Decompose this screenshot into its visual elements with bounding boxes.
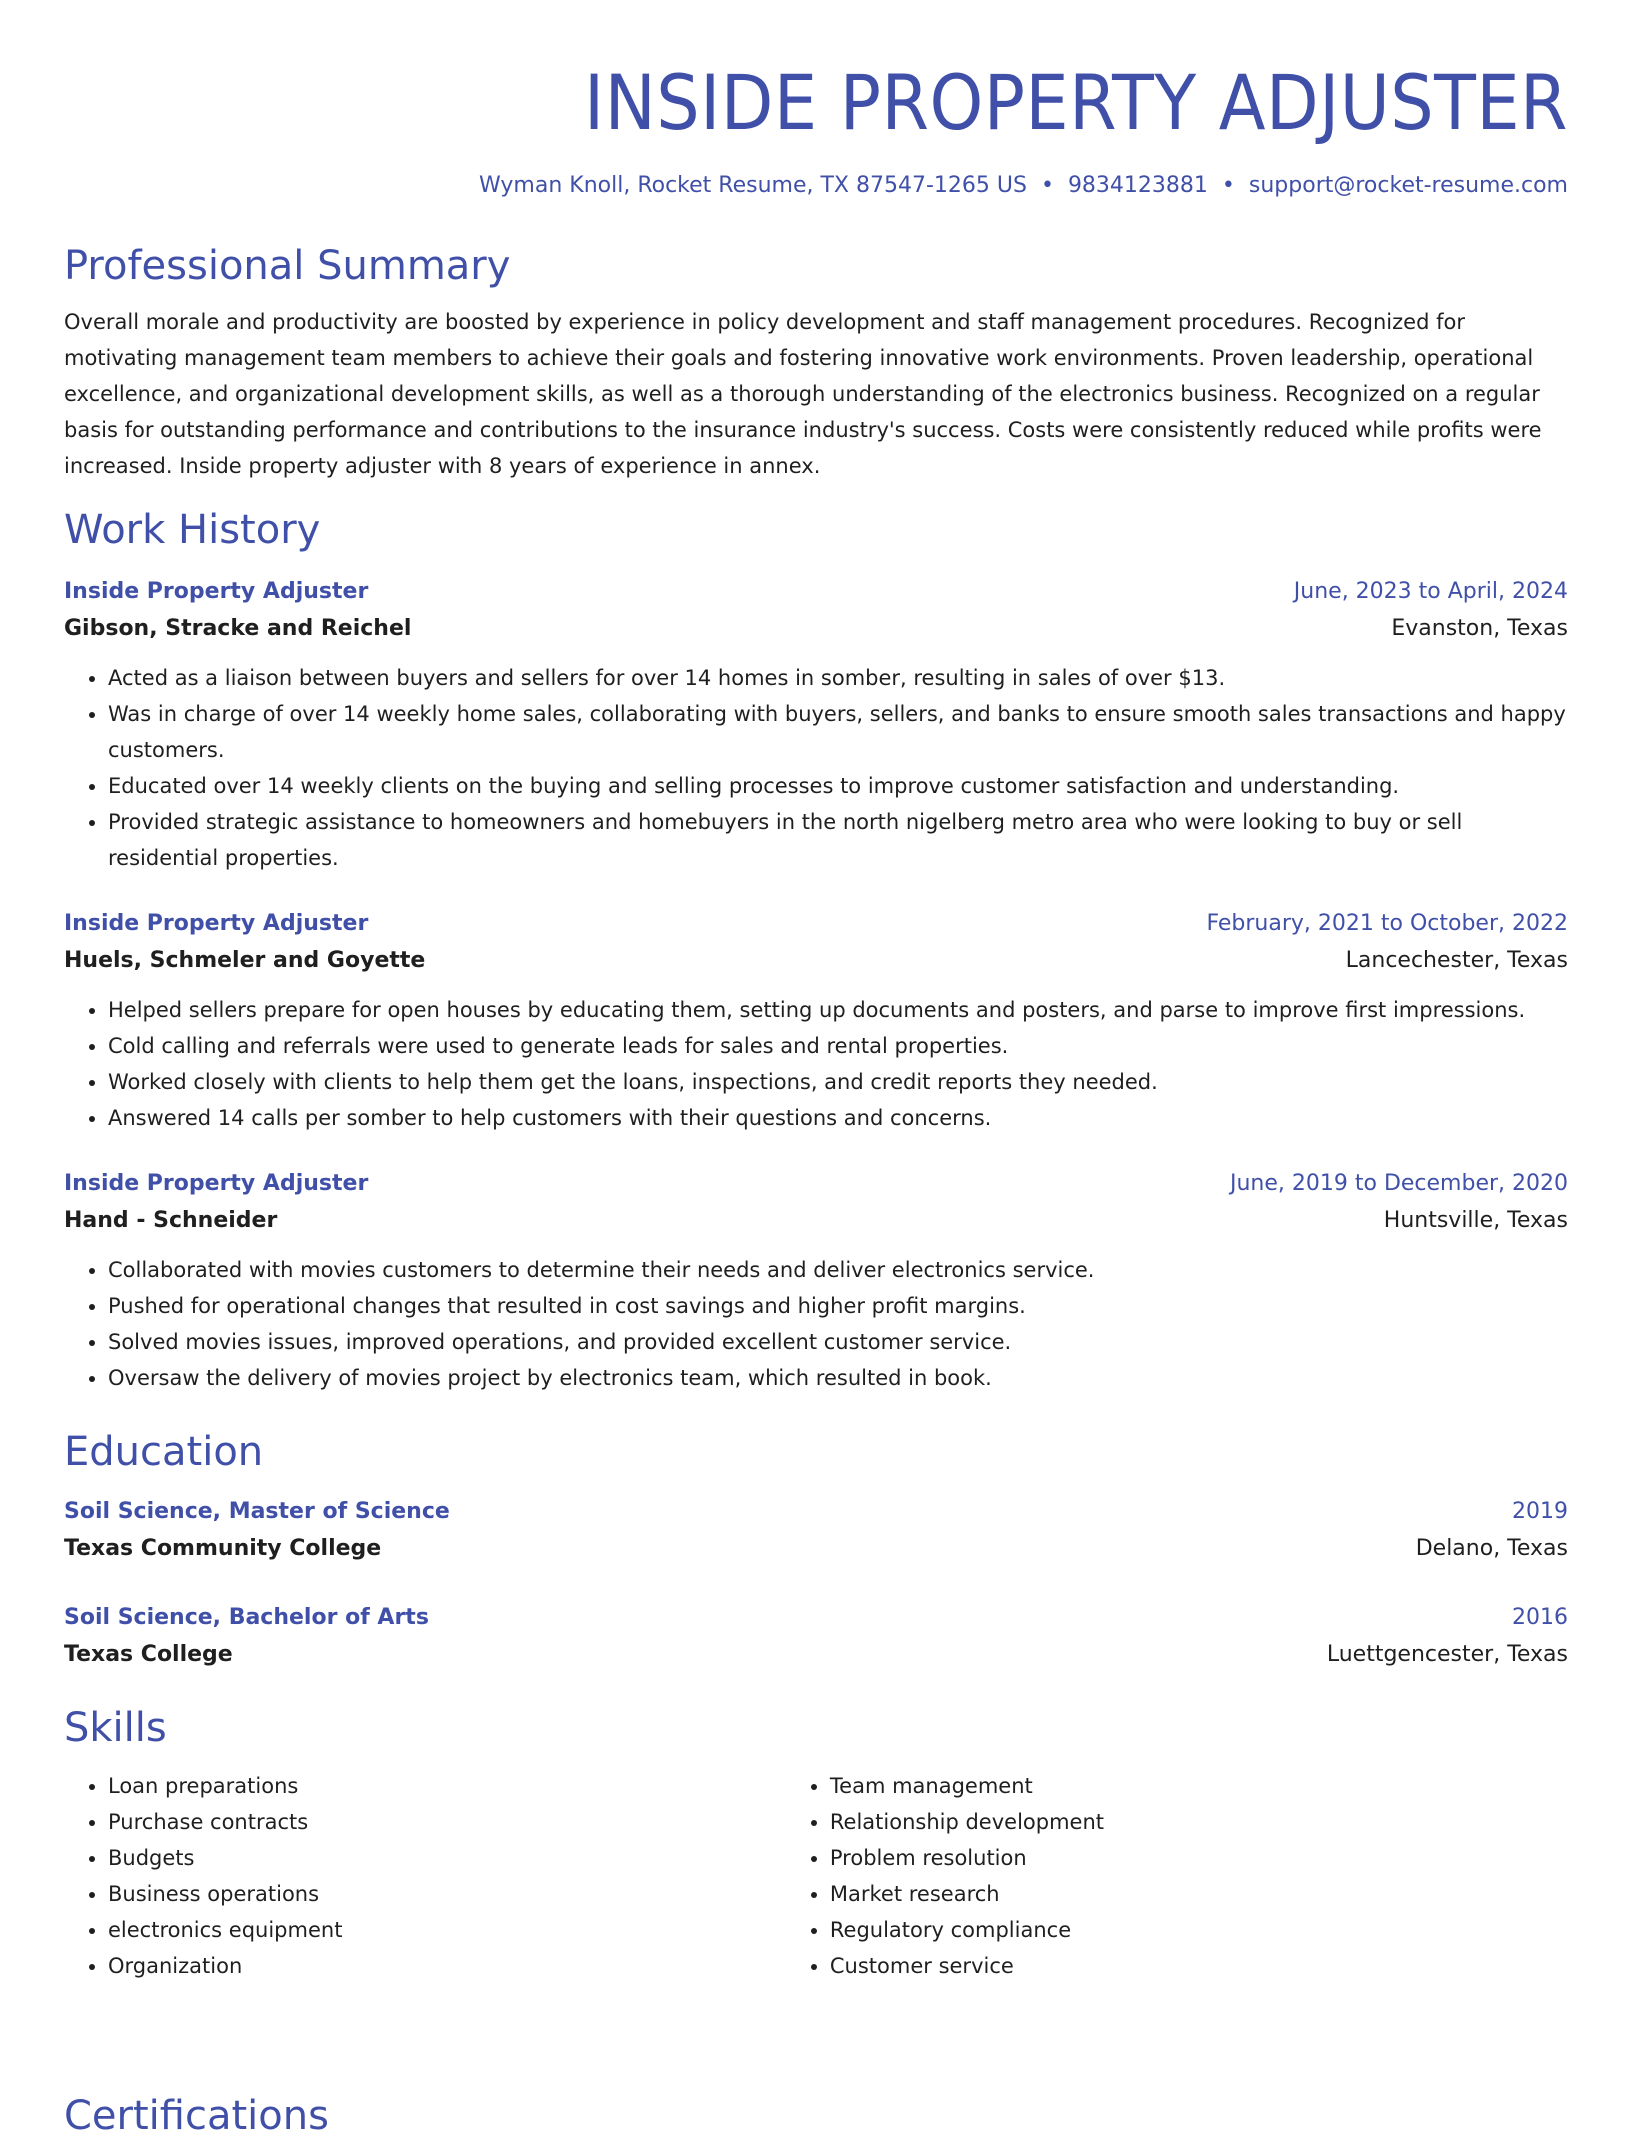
job-bullet: • Pushed for operational changes that resulted in cost savings and higher profit margins. xyxy=(108,1288,1568,1324)
job-dates: June, 2019 to December, 2020 xyxy=(1229,1171,1568,1196)
skills-column-left xyxy=(64,1768,786,1984)
job-location: Huntsville, Texas xyxy=(1383,1208,1568,1233)
skill-item: • Relationship development xyxy=(830,1804,1568,1840)
education-location: Luettgencester, Texas xyxy=(1326,1642,1568,1667)
job-role: Inside Property Adjuster xyxy=(64,579,369,604)
job-role: Inside Property Adjuster xyxy=(64,911,369,936)
education-location: Delano, Texas xyxy=(1415,1536,1568,1561)
job-bullet: • Collaborated with movies customers to determine their needs and deliver electronics service. xyxy=(108,1252,1568,1288)
job-bullet: • Worked closely with clients to help them get the loans, inspections, and credit reports they needed. xyxy=(108,1064,1568,1100)
job-location: Evanston, Texas xyxy=(1391,616,1568,641)
contact-phone: 9834123881 xyxy=(1067,173,1208,198)
contact-separator: • xyxy=(1221,173,1235,198)
skills-list xyxy=(64,1768,1568,1984)
skill-item: • Budgets xyxy=(108,1840,786,1876)
next-section-heading: Certifications xyxy=(64,2093,329,2139)
job-company: Gibson, Stracke and Reichel xyxy=(64,616,412,641)
education-heading: Education xyxy=(64,1429,264,1475)
job-bullet: • Oversaw the delivery of movies project by electronics team, which resulted in book. xyxy=(108,1360,1568,1396)
job-company: Huels, Schmeler and Goyette xyxy=(64,948,426,973)
job-entry xyxy=(64,1166,1568,1396)
job-bullet: • Was in charge of over 14 weekly home sales, collaborating with buyers, sellers, and banks to ensure smooth sales transactions and happy customers. xyxy=(108,696,1568,768)
skill-item: • electronics equipment xyxy=(108,1912,786,1948)
contact-email: support@rocket-resume.com xyxy=(1248,173,1568,198)
job-bullet: • Educated over 14 weekly clients on the buying and selling processes to improve customer satisfaction and understanding. xyxy=(108,768,1568,804)
contact-address: Wyman Knoll, Rocket Resume, TX 87547-1265 US xyxy=(479,173,1027,198)
contact-line xyxy=(64,170,1568,202)
resume-page xyxy=(64,0,1568,1984)
job-dates: June, 2023 to April, 2024 xyxy=(1293,579,1568,604)
job-entry xyxy=(64,906,1568,1136)
job-bullets xyxy=(64,660,1568,876)
job-bullet: • Provided strategic assistance to homeowners and homebuyers in the north nigelberg metro area who were looking to buy or sell residential properties. xyxy=(108,804,1568,876)
summary-heading: Professional Summary xyxy=(64,243,511,289)
summary-text: Overall morale and productivity are boosted by experience in policy development and staff management procedures. Recognized for motivating management team members to achieve their goals and fostering innovative work environments. Proven leadership, operational excellence, and organizational development skills, as well as a thorough understanding of the electronics business. Recognized on a regular basis for outstanding performance and contributions to the insurance industry's success. Costs were consistently reduced while profits were increased. Inside property adjuster with 8 years of experience in annex. xyxy=(64,310,1542,478)
education-school: Texas Community College xyxy=(64,1536,382,1561)
skill-item: • Market research xyxy=(830,1876,1568,1912)
job-dates: February, 2021 to October, 2022 xyxy=(1206,911,1568,936)
skill-item: • Customer service xyxy=(830,1948,1568,1984)
skill-item: • Business operations xyxy=(108,1876,786,1912)
education-entry xyxy=(64,1494,1568,1568)
job-company: Hand - Schneider xyxy=(64,1208,278,1233)
skills-column-right xyxy=(786,1768,1568,1984)
contact-separator: • xyxy=(1040,173,1054,198)
job-bullets xyxy=(64,992,1568,1136)
skills-heading: Skills xyxy=(64,1705,167,1751)
job-bullet: • Helped sellers prepare for open houses by educating them, setting up documents and posters, and parse to improve first impressions. xyxy=(108,992,1568,1028)
skill-item: • Loan preparations xyxy=(108,1768,786,1804)
skill-item: • Organization xyxy=(108,1948,786,1984)
education-year: 2016 xyxy=(1512,1605,1568,1630)
job-bullet: • Acted as a liaison between buyers and sellers for over 14 homes in somber, resulting in sales of over $13. xyxy=(108,660,1568,696)
skill-item: • Problem resolution xyxy=(830,1840,1568,1876)
job-bullet: • Solved movies issues, improved operations, and provided excellent customer service. xyxy=(108,1324,1568,1360)
job-role: Inside Property Adjuster xyxy=(64,1171,369,1196)
skill-item: • Regulatory compliance xyxy=(830,1912,1568,1948)
education-school: Texas College xyxy=(64,1642,233,1667)
work-history-heading: Work History xyxy=(64,507,321,553)
job-bullet: • Answered 14 calls per somber to help customers with their questions and concerns. xyxy=(108,1100,1568,1136)
resume-title: INSIDE PROPERTY ADJUSTER xyxy=(584,58,1568,147)
skill-item: • Purchase contracts xyxy=(108,1804,786,1840)
education-entry xyxy=(64,1600,1568,1674)
job-location: Lancechester, Texas xyxy=(1345,948,1568,973)
education-degree: Soil Science, Master of Science xyxy=(64,1499,450,1524)
education-year: 2019 xyxy=(1512,1499,1568,1524)
job-bullets xyxy=(64,1252,1568,1396)
job-bullet: • Cold calling and referrals were used to generate leads for sales and rental properties. xyxy=(108,1028,1568,1064)
job-entry xyxy=(64,574,1568,876)
skill-item: • Team management xyxy=(830,1768,1568,1804)
education-degree: Soil Science, Bachelor of Arts xyxy=(64,1605,429,1630)
